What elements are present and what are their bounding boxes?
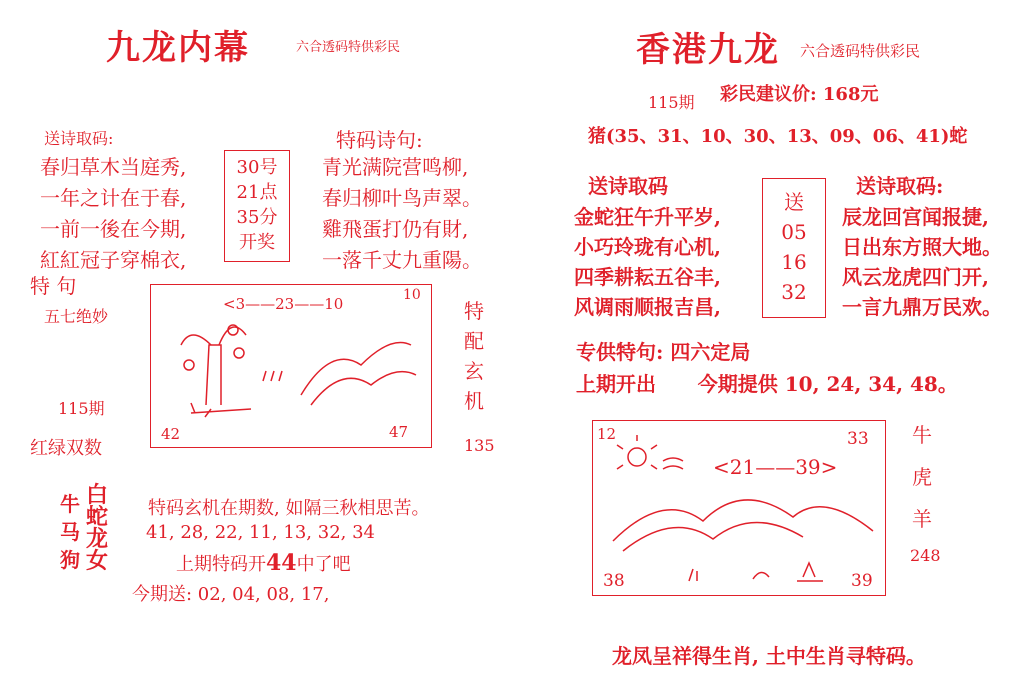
left-side-vertical [464, 296, 484, 416]
poem-line: 紅紅冠子穿棉衣, [40, 248, 187, 272]
send-number: 16 [781, 250, 807, 274]
pig-line: 猪(35、31、10、30、13、09、06、41)蛇 [588, 126, 968, 147]
side-char: 虎 [912, 465, 932, 489]
poem-line: 日出东方照大地。 [842, 235, 1002, 259]
last-period-num: 44 [266, 550, 297, 576]
right-last-line: 上期开出 今期提供 10, 24, 34, 48。 [576, 372, 958, 396]
right-poem-left [574, 202, 721, 322]
zodiac-char: 马 [60, 520, 80, 544]
special-phrase-label: 特 句 [30, 274, 77, 298]
draw-time-box [224, 150, 290, 262]
last-period-prefix: 上期特码开 [176, 554, 266, 575]
right-side-number: 248 [910, 546, 941, 565]
left-sketch-top: <3——23——10 [223, 295, 344, 313]
draw-time-line: 35分 [236, 207, 278, 228]
draw-time-line: 开奖 [239, 232, 275, 253]
left-period: 115期 [58, 399, 105, 418]
poem-line: 青光满院营鸣柳, [322, 155, 469, 179]
poem-line: 雞飛蛋打仍有財, [322, 217, 469, 241]
last-period-line [176, 550, 351, 576]
special-heading: 特码诗句: [336, 128, 423, 152]
side-char: 特 [464, 299, 484, 323]
left-sketch-bottom-right: 47 [389, 423, 409, 441]
right-sketch-bottom-right: 39 [851, 571, 873, 591]
poem-line: 金蛇狂午升平岁, [574, 205, 721, 229]
numbers-line: 41, 28, 22, 11, 13, 32, 34 [146, 522, 375, 543]
zodiac-char: 白 [86, 482, 109, 508]
left-sketch [150, 284, 432, 448]
poem-line: 四季耕耘五谷丰, [574, 265, 721, 289]
special-poem [322, 152, 482, 276]
draw-time-line: 21点 [236, 182, 278, 203]
right-sketch [592, 420, 886, 596]
right-sketch-drawing [593, 421, 885, 595]
left-poem-heading: 送诗取码: [44, 129, 114, 148]
right-subtitle: 六合透码特供彩民 [800, 42, 921, 60]
right-period: 115期 [648, 93, 695, 112]
zodiac-char: 龙 [86, 526, 109, 552]
last-period-suffix: 中了吧 [296, 554, 351, 575]
poem-line: 春归草木当庭秀, [40, 155, 187, 179]
side-char: 牛 [912, 423, 932, 447]
poem-line: 小巧玲珑有心机, [574, 235, 721, 259]
left-sketch-top-right: 10 [403, 287, 421, 303]
zodiac-char: 女 [86, 548, 109, 574]
left-title: 九龙内幕 [106, 28, 250, 68]
poem-line: 辰龙回宫闻报捷, [842, 205, 989, 229]
poem-line: 一前一後在今期, [40, 217, 187, 241]
left-subtitle: 六合透码特供彩民 [296, 40, 401, 55]
hongly-label: 红绿双数 [30, 438, 102, 459]
right-poem-heading-left: 送诗取码 [588, 174, 668, 198]
left-sketch-bottom-left: 42 [161, 425, 181, 443]
right-sketch-bottom-left: 38 [603, 571, 625, 591]
right-title: 香港九龙 [636, 30, 780, 70]
side-char: 配 [464, 329, 484, 353]
right-sketch-top-right: 33 [847, 429, 869, 449]
send-char: 送 [784, 190, 804, 214]
zodiac-left-column [60, 490, 80, 574]
right-poem-heading-right: 送诗取码: [856, 174, 944, 198]
right-poem-right [842, 202, 1002, 322]
left-poem [40, 152, 186, 276]
zodiac-char: 蛇 [86, 504, 109, 530]
zodiac-char: 牛 [60, 492, 80, 516]
right-side-vertical [912, 414, 932, 540]
poem-line: 春归柳叶鸟声翠。 [322, 186, 482, 210]
tema-line: 特码玄机在期数, 如隔三秋相思苦。 [148, 498, 430, 519]
wuqi-label: 五七绝妙 [44, 307, 109, 326]
zodiac-char: 狗 [60, 548, 80, 572]
right-footer: 龙凤呈祥得生肖, 土中生肖寻特码。 [612, 644, 926, 668]
side-char: 玄 [464, 359, 484, 383]
poem-line: 一年之计在于春, [40, 186, 187, 210]
draw-time-line: 30号 [236, 157, 278, 178]
side-char: 机 [464, 389, 484, 413]
zodiac-mid-column [86, 484, 108, 572]
send-number: 05 [781, 220, 807, 244]
side-char: 羊 [912, 507, 932, 531]
right-sketch-top-left: 12 [597, 425, 617, 443]
poem-line: 一落千丈九重陽。 [322, 248, 482, 272]
send-box [762, 178, 826, 318]
poem-line: 风调雨顺报吉昌, [574, 295, 721, 319]
poem-line: 一言九鼎万民欢。 [842, 295, 1002, 319]
right-sketch-top-mid: <21——39> [713, 455, 838, 479]
poem-line: 风云龙虎四门开, [842, 265, 989, 289]
send-number: 32 [781, 280, 807, 304]
right-special-phrase: 专供特句: 四六定局 [576, 340, 751, 364]
left-side-number: 135 [464, 436, 495, 455]
right-price: 彩民建议价: 168元 [720, 84, 879, 105]
today-line: 今期送: 02, 04, 08, 17, [132, 584, 330, 605]
